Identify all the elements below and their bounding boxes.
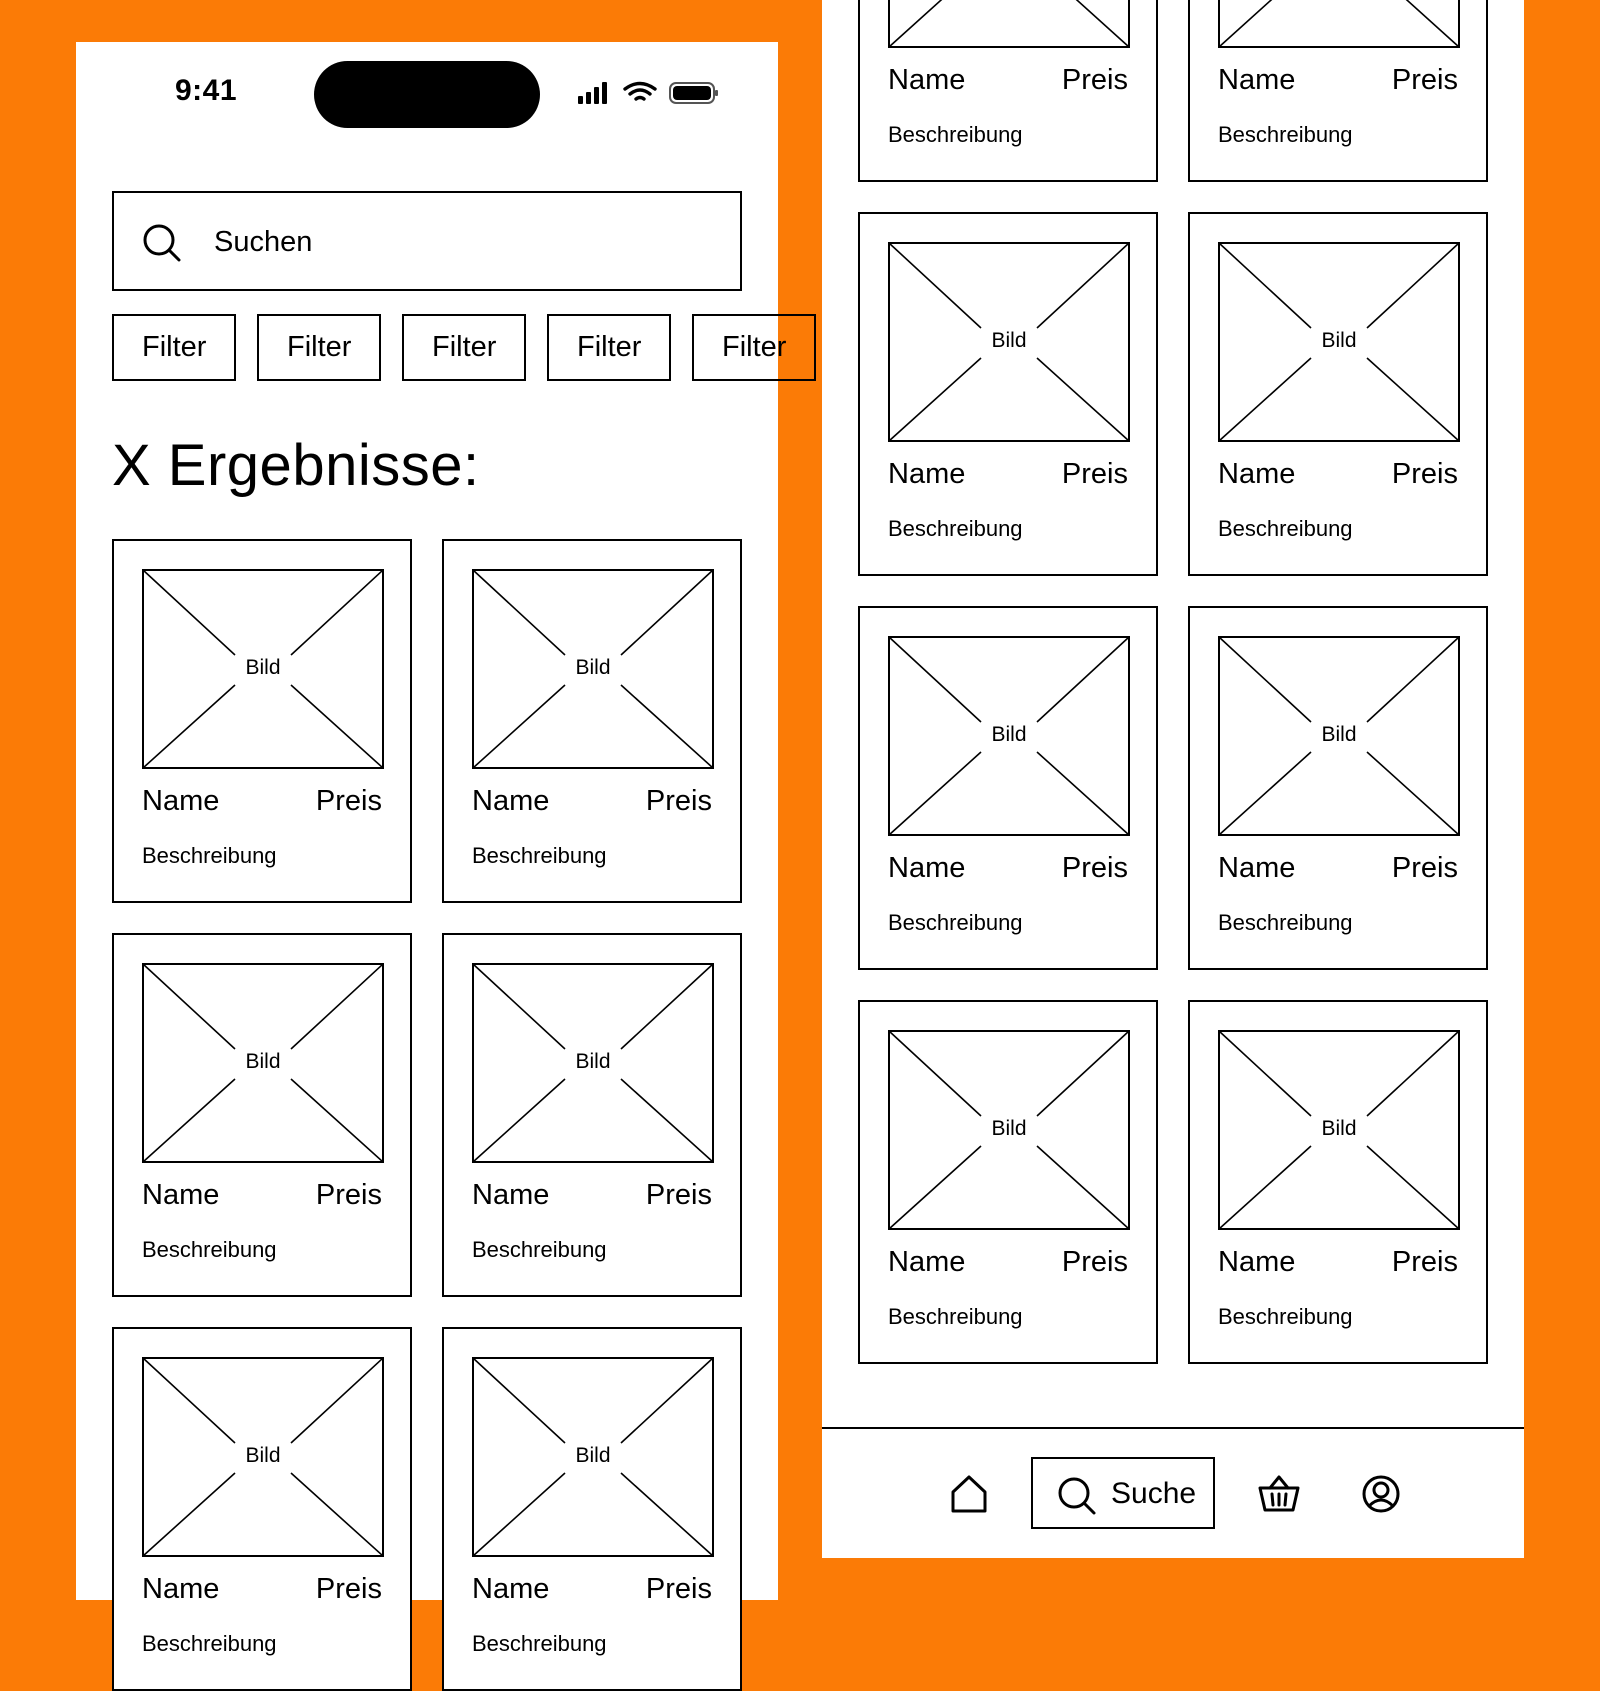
product-card[interactable] bbox=[1188, 1000, 1488, 1364]
bottom-nav-divider bbox=[822, 1427, 1524, 1429]
product-name: Name bbox=[142, 1179, 220, 1211]
product-description: Beschreibung bbox=[472, 1631, 607, 1656]
product-description: Beschreibung bbox=[1218, 1304, 1353, 1329]
image-placeholder bbox=[1218, 242, 1460, 442]
signal-icon bbox=[578, 82, 607, 104]
product-description: Beschreibung bbox=[472, 843, 607, 868]
product-card[interactable] bbox=[442, 933, 742, 1297]
product-price: Preis bbox=[1061, 64, 1128, 96]
product-description: Beschreibung bbox=[1218, 122, 1353, 147]
product-name: Name bbox=[472, 785, 550, 817]
image-label: Bild bbox=[575, 1444, 611, 1467]
image-label: Bild bbox=[245, 1050, 281, 1073]
image-label: Bild bbox=[991, 329, 1027, 352]
filter-chip[interactable]: Filter bbox=[257, 314, 381, 381]
image-placeholder bbox=[472, 1357, 714, 1557]
product-card[interactable] bbox=[1188, 212, 1488, 576]
image-placeholder bbox=[142, 963, 384, 1163]
product-card[interactable] bbox=[858, 1000, 1158, 1364]
search-icon bbox=[1057, 1476, 1097, 1521]
profile-icon[interactable] bbox=[1361, 1474, 1401, 1519]
product-name: Name bbox=[888, 1246, 966, 1278]
product-card[interactable] bbox=[442, 539, 742, 903]
product-name: Name bbox=[1218, 458, 1296, 490]
battery-icon bbox=[670, 83, 718, 103]
product-price: Preis bbox=[1061, 852, 1128, 884]
product-price: Preis bbox=[1061, 1246, 1128, 1278]
image-label: Bild bbox=[245, 656, 281, 679]
image-placeholder-icon bbox=[1218, 0, 1460, 48]
product-description: Beschreibung bbox=[888, 122, 1023, 147]
home-icon[interactable] bbox=[949, 1474, 989, 1519]
product-name: Name bbox=[472, 1179, 550, 1211]
product-description: Beschreibung bbox=[1218, 516, 1353, 541]
product-price: Preis bbox=[1391, 458, 1458, 490]
search-placeholder: Suchen bbox=[214, 226, 313, 258]
nav-search-button[interactable] bbox=[1031, 1457, 1215, 1529]
basket-icon[interactable] bbox=[1258, 1474, 1300, 1519]
product-name: Name bbox=[1218, 852, 1296, 884]
product-description: Beschreibung bbox=[888, 1304, 1023, 1329]
search-screen-bottom bbox=[822, 0, 1524, 1558]
filter-chip[interactable]: Filter bbox=[547, 314, 671, 381]
product-card[interactable] bbox=[1188, 0, 1488, 182]
product-card[interactable] bbox=[112, 539, 412, 903]
product-name: Name bbox=[888, 852, 966, 884]
image-label: Bild bbox=[991, 723, 1027, 746]
product-price: Preis bbox=[1391, 852, 1458, 884]
product-card[interactable] bbox=[858, 0, 1158, 182]
product-card[interactable] bbox=[112, 1327, 412, 1691]
product-name: Name bbox=[888, 458, 966, 490]
filter-chip[interactable]: Filter bbox=[112, 314, 236, 381]
product-name: Name bbox=[1218, 64, 1296, 96]
product-price: Preis bbox=[645, 1179, 712, 1211]
product-description: Beschreibung bbox=[142, 1631, 277, 1656]
product-card[interactable] bbox=[858, 212, 1158, 576]
product-card[interactable] bbox=[112, 933, 412, 1297]
product-price: Preis bbox=[645, 1573, 712, 1605]
status-icons bbox=[578, 80, 718, 111]
product-name: Name bbox=[142, 1573, 220, 1605]
product-description: Beschreibung bbox=[472, 1237, 607, 1262]
search-input[interactable] bbox=[112, 191, 742, 291]
image-label: Bild bbox=[991, 1117, 1027, 1140]
image-placeholder bbox=[888, 242, 1130, 442]
status-time: 9:41 bbox=[175, 74, 238, 107]
image-label: Bild bbox=[1321, 329, 1357, 352]
nav-search-label: Suche bbox=[1111, 1477, 1197, 1510]
product-price: Preis bbox=[315, 1573, 382, 1605]
product-price: Preis bbox=[315, 785, 382, 817]
image-label: Bild bbox=[575, 1050, 611, 1073]
product-card[interactable] bbox=[1188, 606, 1488, 970]
product-name: Name bbox=[472, 1573, 550, 1605]
product-name: Name bbox=[888, 64, 966, 96]
product-description: Beschreibung bbox=[142, 1237, 277, 1262]
image-placeholder bbox=[1218, 0, 1460, 48]
product-card[interactable] bbox=[858, 606, 1158, 970]
image-placeholder-icon bbox=[888, 0, 1130, 48]
product-name: Name bbox=[1218, 1246, 1296, 1278]
filter-chip[interactable]: Filter bbox=[402, 314, 526, 381]
product-description: Beschreibung bbox=[1218, 910, 1353, 935]
product-price: Preis bbox=[1391, 64, 1458, 96]
image-label: Bild bbox=[245, 1444, 281, 1467]
results-title: X Ergebnisse: bbox=[112, 433, 480, 498]
product-card[interactable] bbox=[442, 1327, 742, 1691]
product-price: Preis bbox=[645, 785, 712, 817]
image-label: Bild bbox=[575, 656, 611, 679]
product-price: Preis bbox=[1391, 1246, 1458, 1278]
image-placeholder bbox=[1218, 636, 1460, 836]
image-placeholder bbox=[1218, 1030, 1460, 1230]
image-placeholder bbox=[142, 1357, 384, 1557]
product-name: Name bbox=[142, 785, 220, 817]
product-description: Beschreibung bbox=[888, 516, 1023, 541]
search-icon bbox=[142, 223, 182, 268]
product-price: Preis bbox=[315, 1179, 382, 1211]
wifi-icon bbox=[625, 84, 655, 100]
search-screen-top bbox=[76, 42, 787, 1656]
product-price: Preis bbox=[1061, 458, 1128, 490]
dynamic-island bbox=[314, 61, 540, 128]
filter-chip[interactable]: Filter bbox=[692, 314, 816, 381]
image-placeholder bbox=[472, 569, 714, 769]
product-description: Beschreibung bbox=[888, 910, 1023, 935]
image-label: Bild bbox=[1321, 723, 1357, 746]
image-placeholder bbox=[142, 569, 384, 769]
product-description: Beschreibung bbox=[142, 843, 277, 868]
image-placeholder bbox=[888, 0, 1130, 48]
image-placeholder bbox=[888, 1030, 1130, 1230]
image-placeholder bbox=[472, 963, 714, 1163]
image-placeholder bbox=[888, 636, 1130, 836]
image-label: Bild bbox=[1321, 1117, 1357, 1140]
